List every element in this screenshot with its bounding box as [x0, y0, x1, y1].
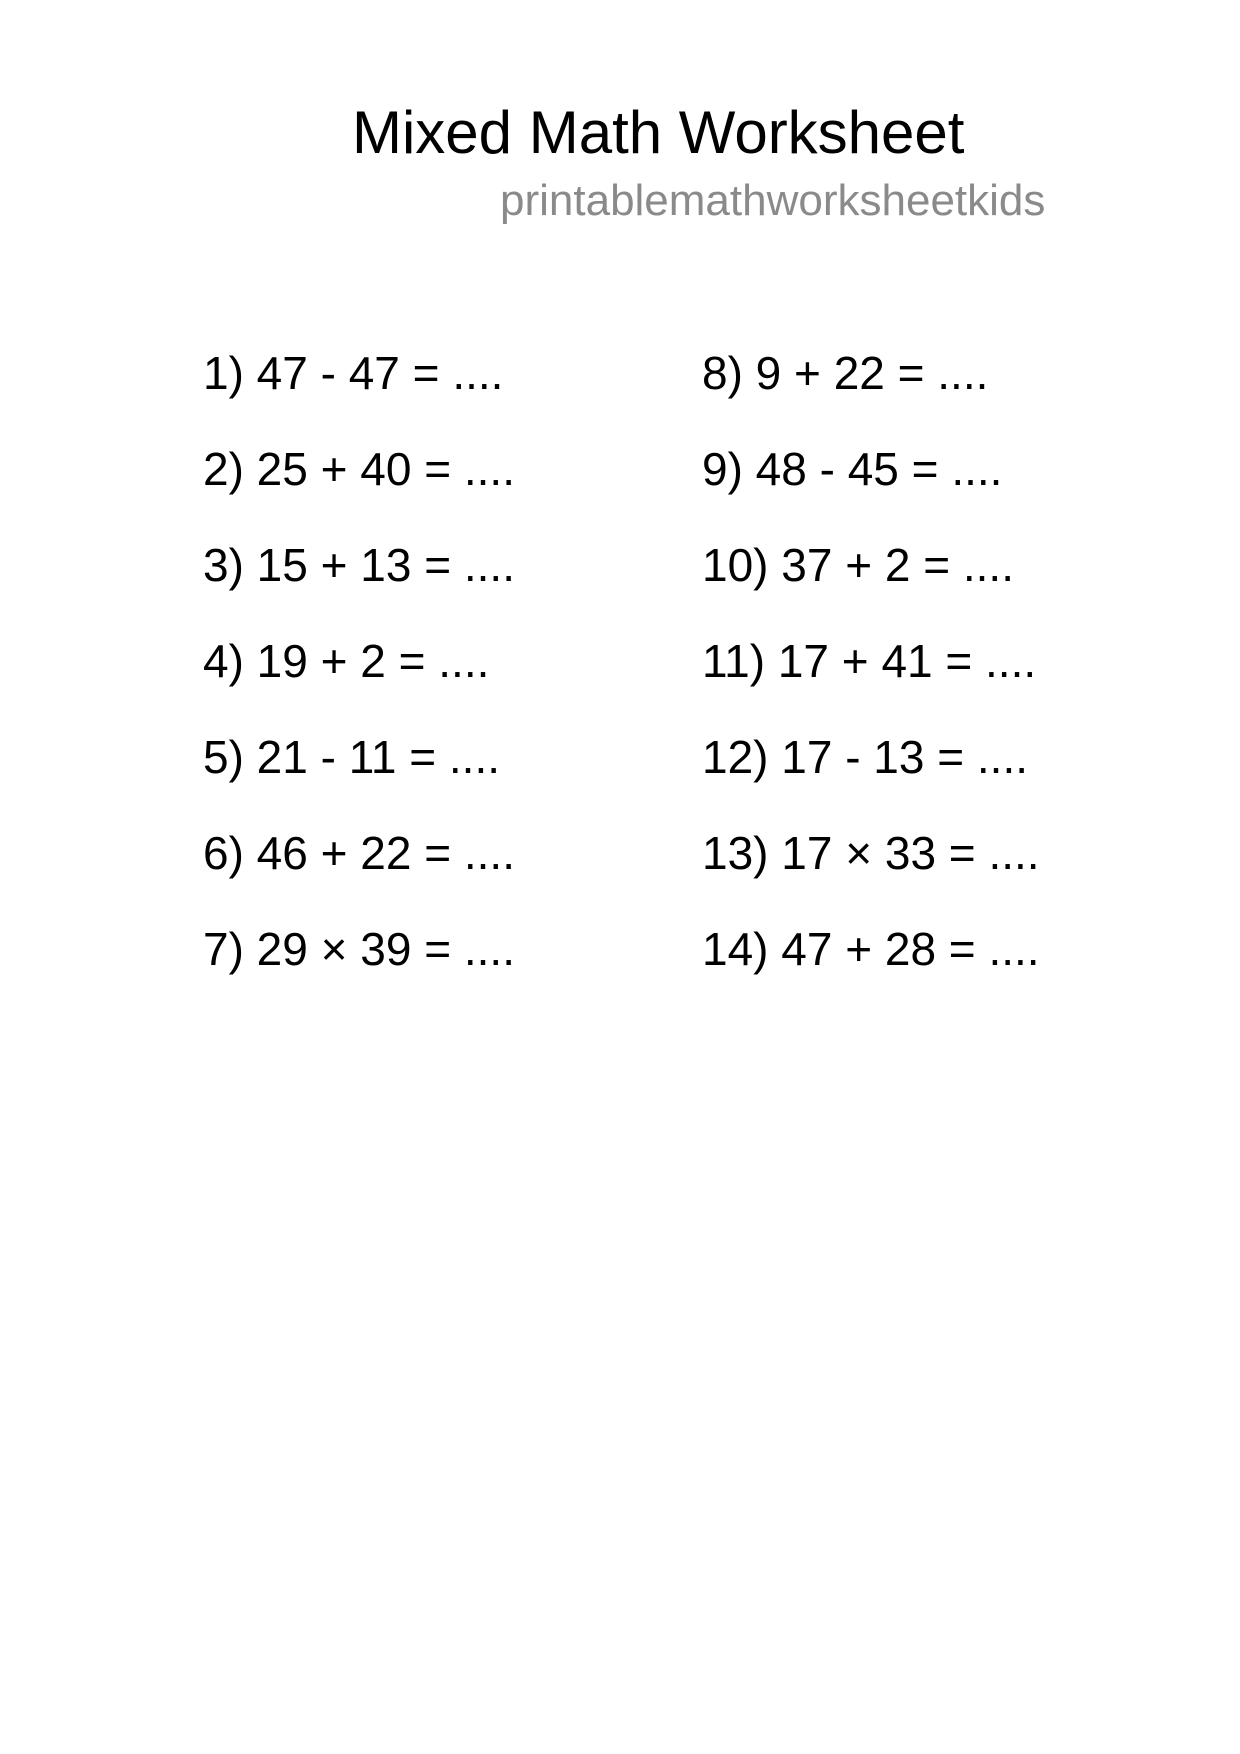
problem-item-8: 8) 9 + 22 = .... [702, 347, 989, 399]
problem-item-13: 13) 17 × 33 = .... [702, 827, 1040, 879]
problem-item-6: 6) 46 + 22 = .... [203, 827, 515, 879]
problem-item-12: 12) 17 - 13 = .... [702, 731, 1029, 783]
worksheet-title: Mixed Math Worksheet [352, 99, 965, 166]
problem-item-4: 4) 19 + 2 = .... [203, 635, 490, 687]
problem-item-11: 11) 17 + 41 = .... [702, 635, 1037, 687]
problem-item-9: 9) 48 - 45 = .... [702, 443, 1003, 495]
problem-item-14: 14) 47 + 28 = .... [702, 923, 1040, 975]
watermark-text: printablemathworksheetkids [500, 176, 1046, 225]
problem-item-5: 5) 21 - 11 = .... [203, 731, 501, 783]
problem-item-7: 7) 29 × 39 = .... [203, 923, 515, 975]
problem-item-10: 10) 37 + 2 = .... [702, 539, 1014, 591]
problem-item-2: 2) 25 + 40 = .... [203, 443, 515, 495]
problem-item-3: 3) 15 + 13 = .... [203, 539, 515, 591]
problem-item-1: 1) 47 - 47 = .... [203, 347, 504, 399]
